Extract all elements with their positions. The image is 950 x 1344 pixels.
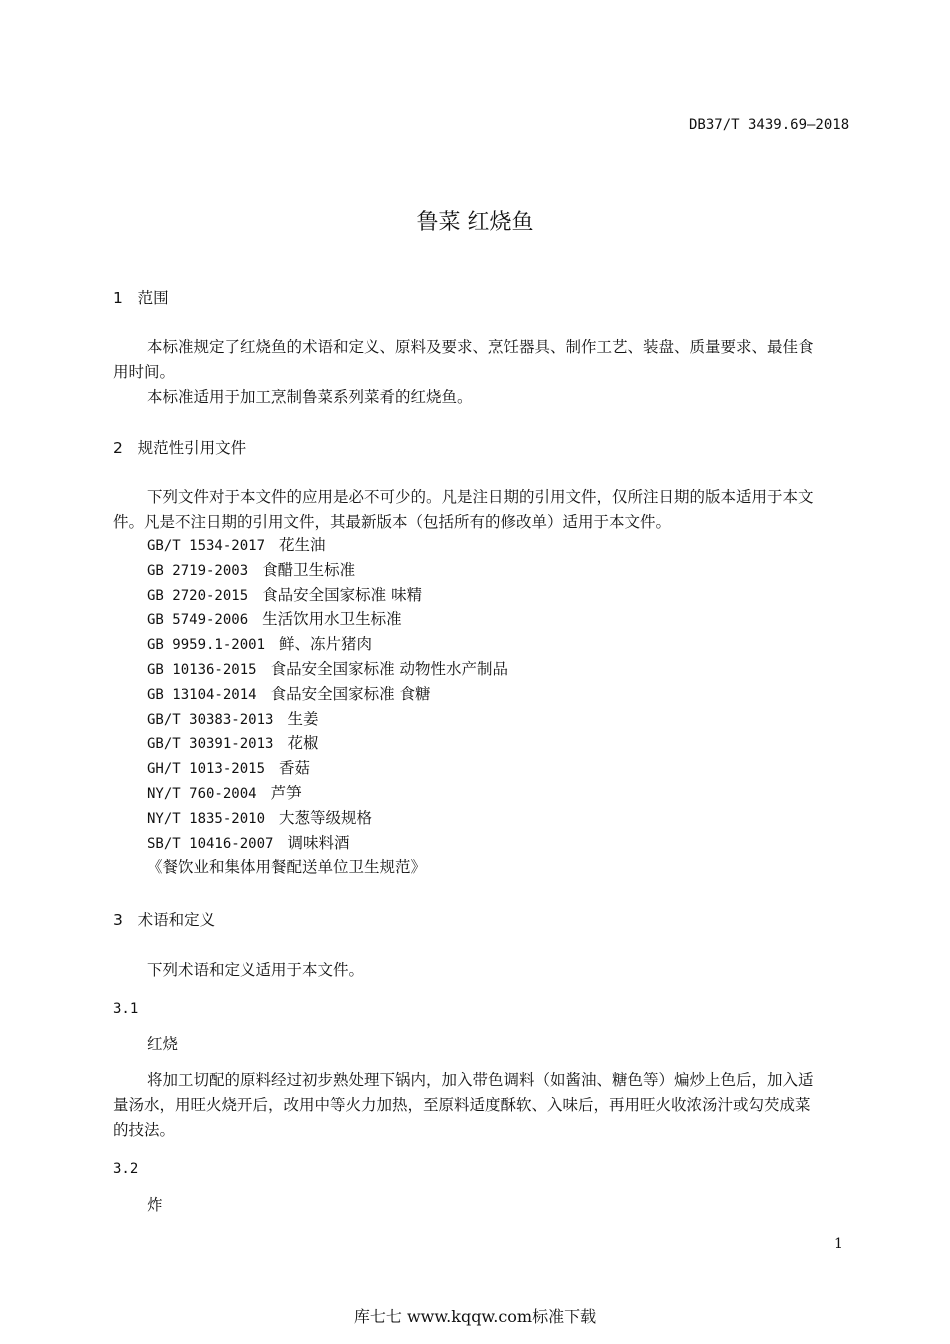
reference-name: 大葱等级规格 <box>279 808 373 827</box>
document-title: 鲁菜 红烧鱼 <box>416 210 534 235</box>
reference-code: NY/T 760-2004 <box>147 786 257 802</box>
reference-code: GB 2719-2003 <box>147 562 249 579</box>
reference-name: 鲜、冻片猪肉 <box>279 635 373 654</box>
paragraph: 本标准规定了红烧鱼的术语和定义、原料及要求、烹饪器具、制作工艺、装盘、质量要求、最佳食 <box>147 338 814 356</box>
reference-item <box>147 682 431 708</box>
paragraph: 下列文件对于本文件的应用是必不可少的。凡是注日期的引用文件，仅所注日期的版本适用于本文 <box>147 488 814 506</box>
paragraph: 用时间。 <box>113 363 176 381</box>
reference-item <box>147 632 372 658</box>
reference-code: GB 9959.1-2001 <box>147 637 266 654</box>
reference-item <box>147 533 326 559</box>
reference-name: 调味料酒 <box>287 833 350 852</box>
reference-name: 生姜 <box>287 709 319 728</box>
term-name: 炸 <box>147 1196 163 1214</box>
reference-name: 生活饮用水卫生标准 <box>262 610 402 629</box>
term-number: 3.2 <box>113 1161 139 1177</box>
page-number: 1 <box>834 1236 843 1252</box>
reference-code: GH/T 1013-2015 <box>147 761 266 778</box>
reference-item <box>147 707 318 733</box>
reference-item <box>147 583 422 609</box>
section-2-heading: 2 规范性引用文件 <box>113 439 247 457</box>
reference-name: 花生油 <box>279 536 326 554</box>
reference-code: GB 2720-2015 <box>147 587 249 604</box>
reference-item <box>147 731 318 757</box>
reference-code: GB 10136-2015 <box>147 662 257 678</box>
paragraph: 件。凡是不注日期的引用文件，其最新版本（包括所有的修改单）适用于本文件。 <box>113 513 672 531</box>
section-1-heading: 1 范围 <box>113 289 169 307</box>
term-name: 红烧 <box>147 1035 179 1053</box>
term-definition: 的技法。 <box>113 1121 176 1139</box>
reference-code: GB 13104-2014 <box>147 686 257 703</box>
reference-name: 食品安全国家标准 味精 <box>262 585 423 604</box>
reference-item <box>147 756 310 782</box>
paragraph: 下列术语和定义适用于本文件。 <box>147 961 365 979</box>
reference-item <box>147 831 349 857</box>
reference-name: 花椒 <box>287 734 319 753</box>
reference-name: 食醋卫生标准 <box>262 560 356 579</box>
reference-code: GB/T 1534-2017 <box>147 538 266 554</box>
reference-code: NY/T 1835-2010 <box>147 810 266 827</box>
reference-item <box>147 558 355 584</box>
reference-name: 芦笋 <box>270 784 302 802</box>
reference-code: GB/T 30391-2013 <box>147 736 274 753</box>
paragraph: 本标准适用于加工烹制鲁菜系列菜肴的红烧鱼。 <box>147 388 473 406</box>
reference-item <box>147 657 508 683</box>
section-3-heading: 3 术语和定义 <box>113 911 216 929</box>
document-number: DB37/T 3439.69—2018 <box>689 117 850 133</box>
reference-name: 食品安全国家标准 食糖 <box>270 684 431 703</box>
reference-item <box>147 806 372 832</box>
reference-code: SB/T 10416-2007 <box>147 835 274 852</box>
reference-code: GB 5749-2006 <box>147 612 249 629</box>
footer-watermark: 库七七 www.kqqw.com标准下载 <box>353 1307 597 1326</box>
term-definition: 将加工切配的原料经过初步熟处理下锅内，加入带色调料（如酱油、糖色等）煸炒上色后，加入适 <box>147 1071 814 1089</box>
reference-name: 香菇 <box>279 759 311 778</box>
term-number: 3.1 <box>113 1001 139 1017</box>
reference-item <box>147 781 302 807</box>
reference-name: 《餐饮业和集体用餐配送单位卫生规范》 <box>147 858 427 877</box>
reference-name: 食品安全国家标准 动物性水产制品 <box>270 660 509 678</box>
reference-item <box>147 855 426 880</box>
reference-code: GB/T 30383-2013 <box>147 711 274 728</box>
reference-item <box>147 607 402 633</box>
term-definition: 量汤水，用旺火烧开后，改用中等火力加热，至原料适度酥软、入味后，再用旺火收浓汤汁或勾芡成菜 <box>113 1096 811 1114</box>
